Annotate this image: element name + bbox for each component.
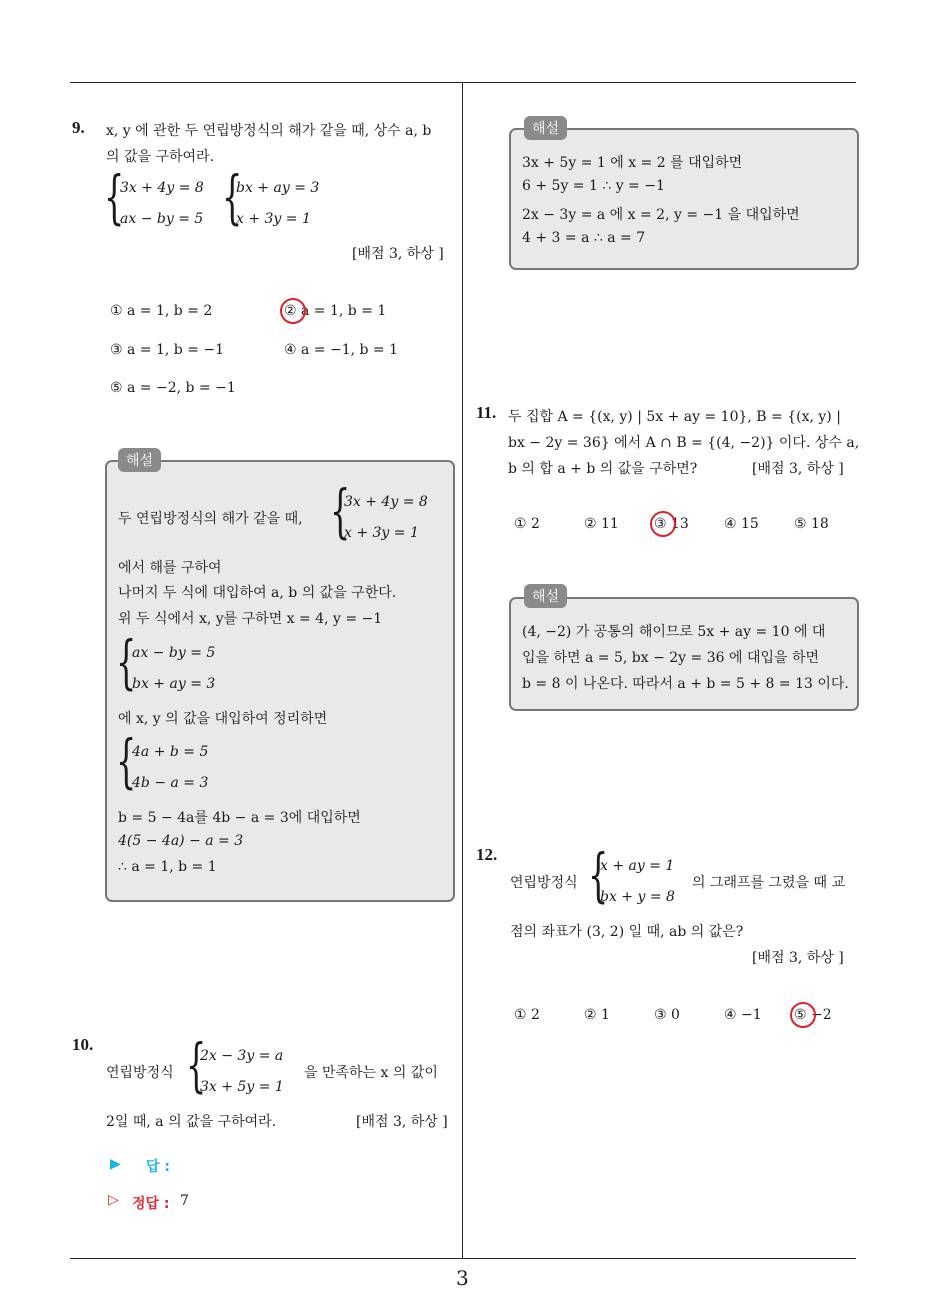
q9-text-2: 의 값을 구하여라. — [106, 149, 215, 165]
q10-answer-label: 답 : — [146, 1159, 170, 1175]
q9-sol-line-4: 위 두 식에서 x, y를 구하면 x = 4, y = −1 — [118, 611, 383, 627]
bottom-rule — [70, 1258, 856, 1259]
q9-choice-4[interactable]: ④ a = −1, b = 1 — [284, 342, 399, 358]
q9-sys-a2: ax − by = 5 — [120, 211, 204, 227]
q11-number: 11. — [476, 403, 497, 422]
q9-number: 9. — [72, 118, 85, 137]
q10-solution-box — [509, 128, 859, 270]
q11-choice-2[interactable]: ② 11 — [584, 516, 619, 532]
q12-score: [배점 3, 하상 ] — [752, 950, 844, 966]
page-number: 3 — [456, 1266, 469, 1290]
q11-sol-line-1: (4, −2) 가 공통의 해이므로 5x + ay = 10 에 대 — [522, 624, 826, 640]
q12-choice-4[interactable]: ④ −1 — [724, 1007, 762, 1023]
q11-choice-3[interactable]: ③ 13 — [654, 516, 689, 532]
q12-brace: { — [588, 841, 609, 909]
q10-solution-tag: 해설 — [524, 116, 567, 140]
q9-sol-line-1: 두 연립방정식의 해가 같을 때, — [118, 511, 303, 527]
q12-sys-2: bx + y = 8 — [600, 889, 675, 905]
q10-prefix: 연립방정식 — [106, 1065, 174, 1081]
q9-sol-line-7: 4(5 − 4a) − a = 3 — [118, 833, 244, 849]
q9-sol-sys-5: 4a + b = 5 — [132, 744, 209, 760]
q11-text-3: b 의 합 a + b 의 값을 구하면? — [508, 461, 698, 477]
q10-correct-arrow: ▷ — [108, 1192, 119, 1208]
q9-sol-line-3: 나머지 두 식에 대입하여 a, b 의 값을 구한다. — [118, 585, 397, 601]
q12-choice-1[interactable]: ① 2 — [514, 1007, 540, 1023]
q10-sys-2: 3x + 5y = 1 — [200, 1079, 284, 1095]
q9-sys-b1: bx + ay = 3 — [236, 180, 320, 196]
q9-brace-b: { — [222, 163, 243, 231]
q12-text-2: 점의 좌표가 (3, 2) 일 때, ab 의 값은? — [510, 924, 744, 940]
q9-choice-2[interactable]: ② a = 1, b = 1 — [284, 303, 387, 319]
q10-correct-value: 7 — [180, 1193, 189, 1209]
q9-sol-line-6: b = 5 − 4a를 4b − a = 3에 대입하면 — [118, 810, 361, 826]
q10-sys-1: 2x − 3y = a — [200, 1048, 284, 1064]
q12-suffix: 의 그래프를 그렸을 때 교 — [692, 875, 846, 891]
q9-score: [배점 3, 하상 ] — [352, 246, 444, 262]
q9-sol-brace-1: { — [330, 477, 351, 545]
q11-text-1: 두 집합 A = {(x, y) | 5x + ay = 10}, B = {(x, y) | — [508, 409, 841, 425]
q11-sol-line-3: b = 8 이 나온다. 따라서 a + b = 5 + 8 = 13 이다. — [522, 676, 849, 692]
q9-sol-line-8: ∴ a = 1, b = 1 — [118, 859, 217, 875]
q9-choice-5[interactable]: ⑤ a = −2, b = −1 — [110, 380, 236, 396]
q9-sol-sys-1: 3x + 4y = 8 — [344, 494, 428, 510]
q12-sys-1: x + ay = 1 — [600, 858, 675, 874]
q9-choice-1[interactable]: ① a = 1, b = 2 — [110, 303, 213, 319]
q10-score: [배점 3, 하상 ] — [356, 1114, 448, 1130]
q10-answer-arrow: ▶ — [110, 1156, 121, 1172]
q12-choice-3[interactable]: ③ 0 — [654, 1007, 680, 1023]
top-rule — [70, 82, 856, 83]
column-divider — [462, 82, 463, 1258]
q10-sol-line-1: 3x + 5y = 1 에 x = 2 를 대입하면 — [522, 155, 743, 171]
q9-sys-a1: 3x + 4y = 8 — [120, 180, 204, 196]
q9-sol-sys-4: bx + ay = 3 — [132, 676, 216, 692]
q11-answer-circle — [650, 511, 676, 537]
q10-sol-line-3: 2x − 3y = a 에 x = 2, y = −1 을 대입하면 — [522, 207, 800, 223]
q9-brace-a: { — [104, 163, 125, 231]
q10-sol-line-4: 4 + 3 = a ∴ a = 7 — [522, 230, 646, 246]
q10-sol-line-2: 6 + 5y = 1 ∴ y = −1 — [522, 178, 665, 194]
q10-correct-label: 정답 : — [132, 1196, 170, 1212]
q12-choice-5[interactable]: ⑤ −2 — [794, 1007, 832, 1023]
q9-sol-brace-2: { — [116, 628, 137, 696]
q11-choice-4[interactable]: ④ 15 — [724, 516, 759, 532]
q12-number: 12. — [476, 845, 498, 864]
q9-text-1: x, y 에 관한 두 연립방정식의 해가 같을 때, 상수 a, b — [106, 123, 432, 139]
q11-solution-tag: 해설 — [524, 584, 567, 608]
q9-sys-b2: x + 3y = 1 — [236, 211, 311, 227]
q11-text-2: bx − 2y = 36} 에서 A ∩ B = {(4, −2)} 이다. 상수 a, — [508, 435, 860, 451]
q9-solution-tag: 해설 — [118, 448, 161, 472]
q9-answer-circle — [280, 298, 306, 324]
q9-sol-sys-2: x + 3y = 1 — [344, 525, 419, 541]
q12-prefix: 연립방정식 — [510, 875, 578, 891]
q12-answer-circle — [790, 1002, 816, 1028]
q12-choice-2[interactable]: ② 1 — [584, 1007, 610, 1023]
q10-suffix: 을 만족하는 x 의 값이 — [304, 1065, 438, 1081]
q9-choice-3[interactable]: ③ a = 1, b = −1 — [110, 342, 225, 358]
q11-choice-1[interactable]: ① 2 — [514, 516, 540, 532]
q11-choice-5[interactable]: ⑤ 18 — [794, 516, 829, 532]
q9-sol-line-2: 에서 해를 구하여 — [118, 560, 222, 576]
q10-text-2: 2일 때, a 의 값을 구하여라. — [106, 1114, 277, 1130]
q9-sol-sys-3: ax − by = 5 — [132, 645, 216, 661]
q9-sol-line-5: 에 x, y 의 값을 대입하여 정리하면 — [118, 711, 328, 727]
q9-sol-sys-6: 4b − a = 3 — [132, 775, 209, 791]
q9-sol-brace-3: { — [116, 727, 137, 795]
q11-sol-line-2: 입을 하면 a = 5, bx − 2y = 36 에 대입을 하면 — [522, 650, 820, 666]
q10-number: 10. — [72, 1035, 94, 1054]
q10-brace: { — [186, 1031, 207, 1099]
q11-score: [배점 3, 하상 ] — [752, 461, 844, 477]
